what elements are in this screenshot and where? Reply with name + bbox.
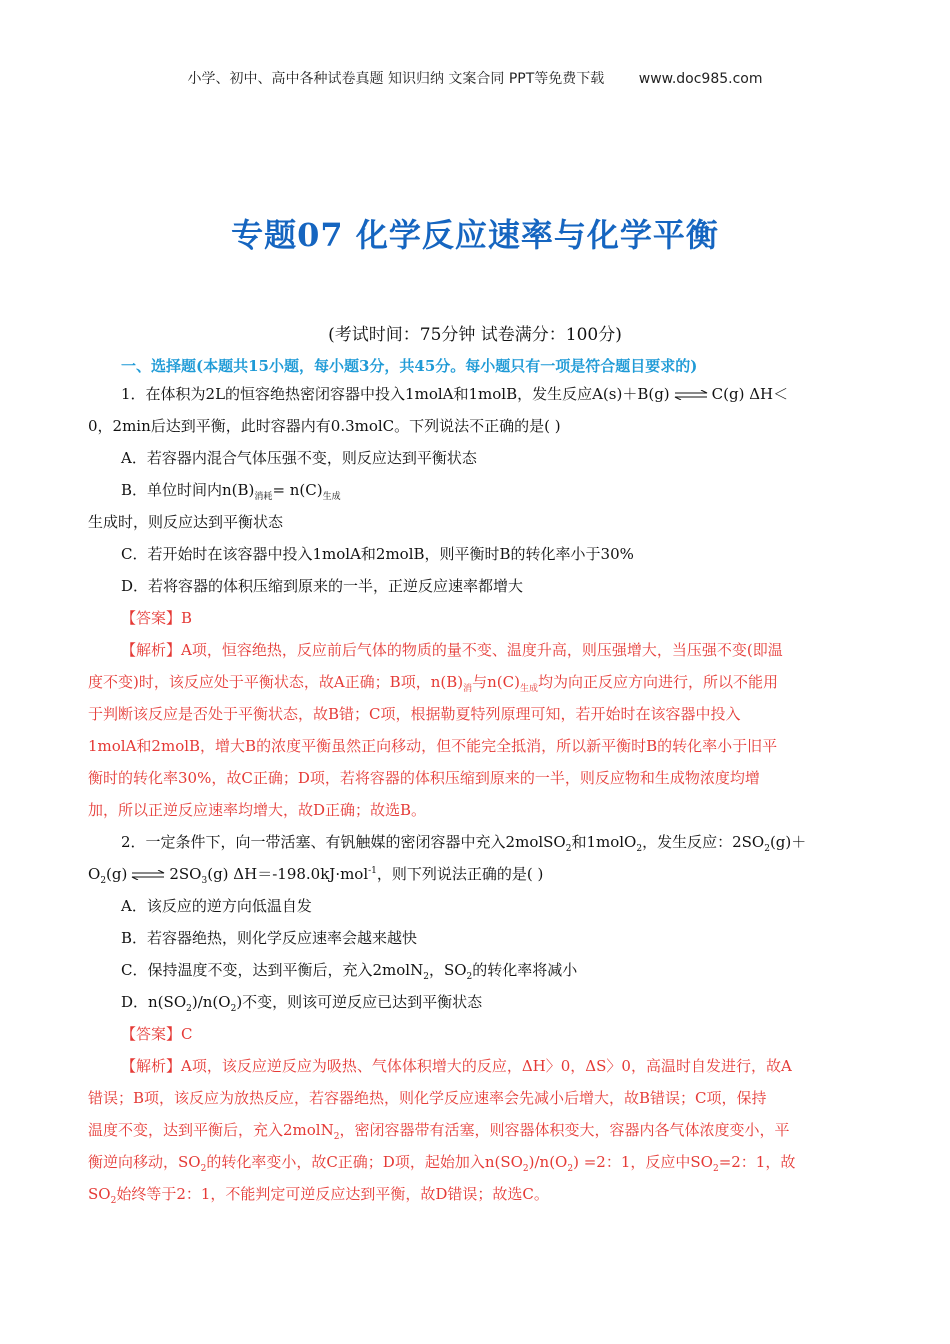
q2-explanation-1: 【解析】A项，该反应逆反应为吸热、气体体积增大的反应，ΔH〉0，ΔS〉0，高温时自发进行，故A: [121, 1057, 792, 1075]
q1-option-b-cont: 生成时，则反应达到平衡状态: [88, 513, 284, 531]
q1-explanation-2: 度不变)时，该反应处于平衡状态，故A正确；B项，$n(B)_消$与$n(C)_{生成}$均为向正反应方向进行，所以不能用: [88, 673, 778, 694]
q2-answer: 【答案】C: [121, 1025, 193, 1043]
q2-option-d: D．$n(SO_2)/n(O_2)$不变，则该可逆反应已达到平衡状态: [121, 993, 483, 1014]
section-heading: 一、选择题(本题共15小题，每小题3分，共45分。每小题只有一项是符合题目要求的): [121, 357, 698, 375]
q2-explanation-2: 错误；B项，该反应为放热反应，若容器绝热，则化学反应速率会先减小后增大，故B错误；C项，保持: [88, 1089, 767, 1107]
q2-stem-line1: 2．一定条件下，向一带活塞、有钒触媒的密闭容器中充入2molSO$_2$和1molO$_2$，发生反应：$2SO_2(g)+$: [121, 833, 807, 854]
q2-option-a: A．该反应的逆方向低温自发: [121, 897, 312, 915]
header-text: 小学、初中、高中各种试卷真题 知识归纳 文案合同 PPT等免费下载: [187, 71, 605, 87]
q1-explanation-1: 【解析】A项，恒容绝热，反应前后气体的物质的量不变、温度升高，则压强增大，当压强不变(即温: [121, 641, 783, 659]
q2-stem-line2: $O_2(g)$ $2SO_3(g)$ ΔH＝-198.0kJ·mol$^{-1}$，则下列说法正确的是( ): [88, 865, 544, 886]
q1-option-a: A．若容器内混合气体压强不变，则反应达到平衡状态: [121, 449, 477, 467]
equilibrium-arrow-icon: [131, 870, 165, 880]
q2-option-c: C．保持温度不变，达到平衡后，充入2molN$_2$，$SO_2$的转化率将减小: [121, 961, 578, 982]
header-url[interactable]: www.doc985.com: [638, 71, 763, 87]
q1-option-d: D．若将容器的体积压缩到原来的一半，正逆反应速率都增大: [121, 577, 524, 595]
q1-option-c: C．若开始时在该容器中投入1molA和2molB，则平衡时B的转化率小于30%: [121, 545, 634, 563]
page-header: [0, 68, 950, 88]
page-title: 专题07 化学反应速率与化学平衡: [231, 216, 719, 254]
q2-explanation-5: $SO_2$始终等于2：1，不能判定可逆反应达到平衡，故D错误；故选C。: [88, 1185, 549, 1206]
q1-explanation-4: 1molA和2molB，增大B的浓度平衡虽然正向移动，但不能完全抵消，所以新平衡时B的转化率小于旧平: [88, 737, 778, 755]
q1-option-b: B．单位时间内$n(B)_{消耗}= n(C)_{生成}$: [121, 481, 341, 502]
q1-explanation-5: 衡时的转化率30%，故C正确；D项，若将容器的体积压缩到原来的一半，则反应物和生成物浓度均增: [88, 769, 760, 787]
q1-explanation-3: 于判断该反应是否处于平衡状态，故B错；C项，根据勒夏特列原理可知，若开始时在该容器中投入: [88, 705, 741, 723]
q2-option-b: B．若容器绝热，则化学反应速率会越来越快: [121, 929, 418, 947]
q1-explanation-6: 加，所以正逆反应速率均增大，故D正确；故选B。: [88, 801, 427, 819]
q1-answer: 【答案】B: [121, 609, 193, 627]
equilibrium-arrow-icon: [674, 390, 708, 400]
q1-stem-line1: 1．在体积为2L的恒容绝热密闭容器中投入1molA和1molB，发生反应A(s)＋B(g) C(g) ΔH＜: [121, 385, 789, 403]
q2-explanation-3: 温度不变，达到平衡后，充入2molN$_2$，密闭容器带有活塞，则容器体积变大，容器内各气体浓度变小，平: [88, 1121, 790, 1142]
q1-stem-line2: 0，2min后达到平衡，此时容器内有0.3molC。下列说法不正确的是( ): [88, 417, 561, 435]
q2-explanation-4: 衡逆向移动，$SO_2$的转化率变小，故C正确；D项，起始加入$n(SO_2)/n(O_2) =2$：1，反应中$SO_2=2$：1，故: [88, 1153, 796, 1174]
question-content: [88, 354, 864, 1210]
exam-info: (考试时间：75分钟 试卷满分：100分): [328, 325, 622, 345]
